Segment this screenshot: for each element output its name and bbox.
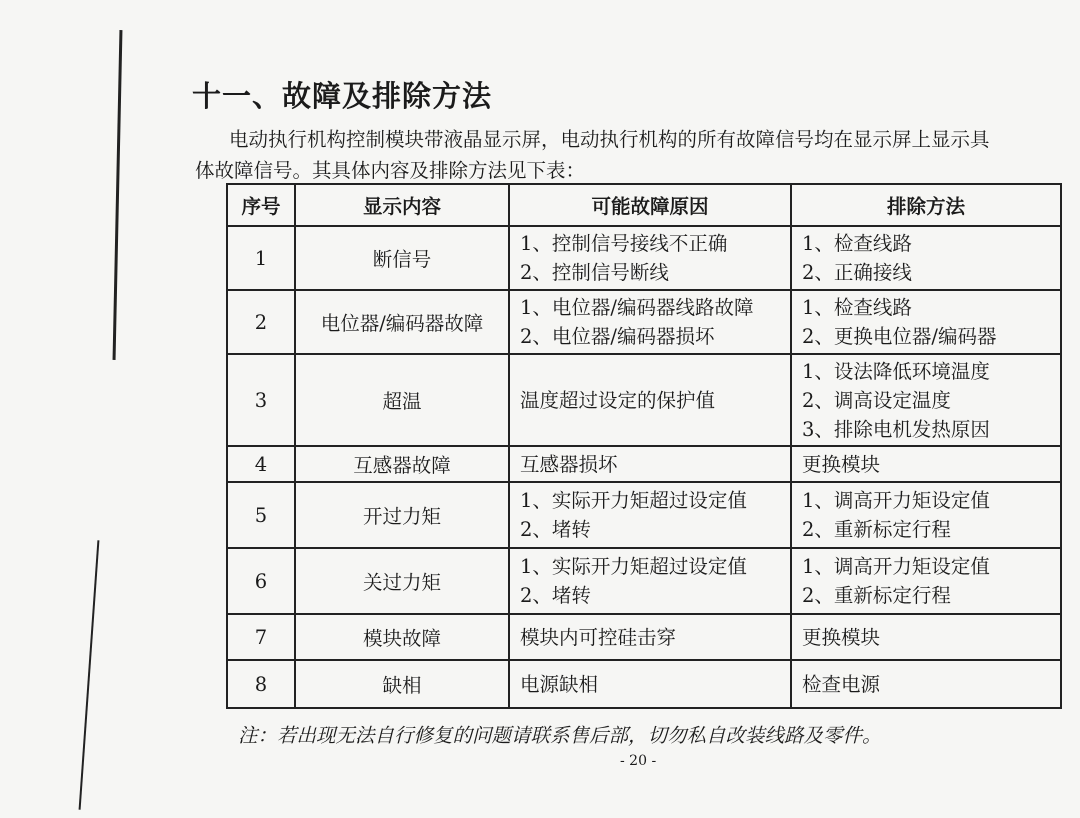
row-display: 断信号 <box>295 226 509 290</box>
table-header-row <box>227 184 1061 226</box>
intro-paragraph <box>195 124 1080 186</box>
remedy-line: 2、重新标定行程 <box>802 584 951 607</box>
row-no: 1 <box>227 226 295 290</box>
cause-line: 2、电位器/编码器损坏 <box>520 325 715 348</box>
row-display: 开过力矩 <box>295 482 509 548</box>
row-remedies <box>791 354 1061 446</box>
remedy-line: 1、检查线路 <box>802 232 912 255</box>
table-row <box>227 548 1061 614</box>
remedy-line: 3、排除电机发热原因 <box>802 417 990 441</box>
row-causes <box>509 482 791 548</box>
intro-line-2: 体故障信号。其具体内容及排除方法见下表： <box>195 159 586 182</box>
scan-edge-line-top <box>113 30 123 360</box>
row-no: 6 <box>227 548 295 614</box>
row-no: 7 <box>227 614 295 660</box>
row-remedies <box>791 482 1061 548</box>
row-no: 8 <box>227 660 295 708</box>
table-row <box>227 614 1061 660</box>
cause-line: 1、控制信号接线不正确 <box>520 232 728 255</box>
row-remedies <box>791 660 1061 708</box>
page-number: - 20 - <box>620 753 657 769</box>
row-display: 模块故障 <box>295 614 509 660</box>
row-display: 电位器/编码器故障 <box>295 290 509 354</box>
cause-line: 2、控制信号断线 <box>520 261 669 284</box>
cause-line: 1、实际开力矩超过设定值 <box>520 555 747 578</box>
fault-table <box>226 183 1062 709</box>
row-no: 3 <box>227 354 295 446</box>
intro-line-1: 电动执行机构控制模块带液晶显示屏，电动执行机构的所有故障信号均在显示屏上显示具 <box>229 128 990 151</box>
remedy-line: 2、重新标定行程 <box>802 518 951 541</box>
row-display: 缺相 <box>295 660 509 708</box>
row-display: 超温 <box>295 354 509 446</box>
table-row <box>227 226 1061 290</box>
remedy-line: 1、调高开力矩设定值 <box>802 489 990 512</box>
cause-line: 温度超过设定的保护值 <box>520 388 716 412</box>
row-remedies <box>791 614 1061 660</box>
row-remedies <box>791 290 1061 354</box>
cause-line: 模块内可控硅击穿 <box>520 625 677 649</box>
remedy-line: 1、调高开力矩设定值 <box>802 555 990 578</box>
remedy-line: 2、调高设定温度 <box>802 388 951 412</box>
row-remedies <box>791 446 1061 482</box>
row-display: 关过力矩 <box>295 548 509 614</box>
header-remedy: 排除方法 <box>791 184 1061 226</box>
row-causes <box>509 548 791 614</box>
row-causes <box>509 446 791 482</box>
row-remedies <box>791 226 1061 290</box>
row-no: 4 <box>227 446 295 482</box>
row-causes <box>509 290 791 354</box>
remedy-line: 1、检查线路 <box>802 296 912 319</box>
remedy-line: 更换模块 <box>802 452 881 476</box>
remedy-line: 更换模块 <box>802 625 881 649</box>
remedy-line: 1、设法降低环境温度 <box>802 359 990 383</box>
header-no: 序号 <box>227 184 295 226</box>
row-causes <box>509 614 791 660</box>
cause-line: 1、电位器/编码器线路故障 <box>520 296 754 319</box>
remedy-line: 检查电源 <box>802 672 881 696</box>
row-display: 互感器故障 <box>295 446 509 482</box>
row-no: 2 <box>227 290 295 354</box>
scan-edge-line-bottom <box>79 540 100 809</box>
row-remedies <box>791 548 1061 614</box>
cause-line: 2、堵转 <box>520 518 591 541</box>
row-no: 5 <box>227 482 295 548</box>
cause-line: 电源缺相 <box>520 672 599 696</box>
row-causes <box>509 660 791 708</box>
remedy-line: 2、更换电位器/编码器 <box>802 325 997 348</box>
row-causes <box>509 226 791 290</box>
footnote: 注：若出现无法自行修复的问题请联系售后部，切勿私自改装线路及零件。 <box>238 724 882 747</box>
table-row <box>227 482 1061 548</box>
cause-line: 1、实际开力矩超过设定值 <box>520 489 747 512</box>
table-row <box>227 446 1061 482</box>
table-row <box>227 354 1061 446</box>
cause-line: 互感器损坏 <box>520 452 618 476</box>
section-title: 十一、故障及排除方法 <box>192 79 493 113</box>
table-row <box>227 290 1061 354</box>
header-display: 显示内容 <box>295 184 509 226</box>
header-cause: 可能故障原因 <box>509 184 791 226</box>
row-causes <box>509 354 791 446</box>
remedy-line: 2、正确接线 <box>802 261 912 284</box>
table-row <box>227 660 1061 708</box>
cause-line: 2、堵转 <box>520 584 591 607</box>
